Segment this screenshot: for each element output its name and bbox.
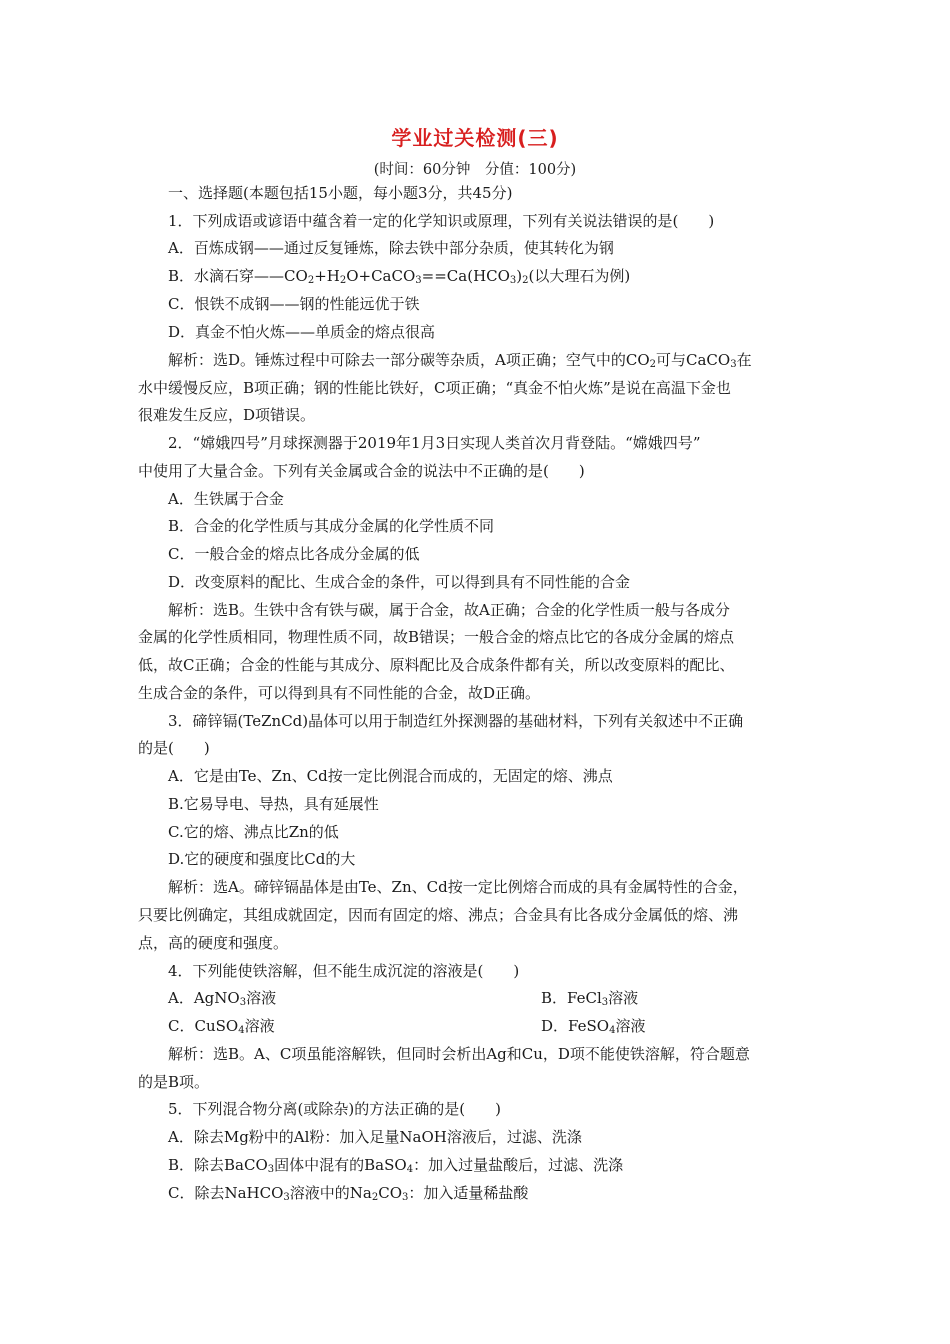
question-4-stem: 4．下列能使铁溶解，但不能生成沉淀的溶液是( ): [168, 962, 520, 980]
question-2-option-b: B．合金的化学性质与其成分金属的化学性质不同: [168, 517, 495, 535]
section-heading: 一、选择题(本题包括15小题，每小题3分，共45分): [168, 184, 513, 202]
question-3-answer-line-1: 解析：选A。碲锌镉晶体是由Te、Zn、Cd按一定比例熔合而成的具有金属特性的合金，: [168, 878, 748, 896]
question-4-option-b: B．FeCl$_3$溶液: [541, 989, 639, 1008]
exam-time-score: (时间：60分钟 分值：100分): [373, 162, 577, 178]
question-1-answer-line-2: 水中缓慢反应，B项正确；钢的性能比铁好，C项正确；“真金不怕火炼”是说在高温下金也: [138, 379, 731, 397]
question-3-option-b: B.它易导电、导热，具有延展性: [168, 795, 379, 813]
question-2-option-d: D．改变原料的配比、生成合金的条件，可以得到具有不同性能的合金: [168, 573, 631, 591]
question-3-option-a: A．它是由Te、Zn、Cd按一定比例混合而成的，无固定的熔、沸点: [168, 767, 613, 785]
question-3-stem-line-2: 的是( ): [138, 739, 210, 757]
question-3-stem-line-1: 3．碲锌镉(TeZnCd)晶体可以用于制造红外探测器的基础材料，下列有关叙述中不正确: [168, 712, 744, 730]
question-1-option-b: B．水滴石穿$——CO_2+H_2O+CaCO_3==Ca(HCO_3)_2$(以大理石为例): [168, 267, 631, 286]
question-1-option-c: C．恨铁不成钢——钢的性能远优于铁: [168, 295, 420, 313]
question-4-option-d: D．FeSO$_4$溶液: [541, 1017, 646, 1036]
question-2-answer-line-4: 生成合金的条件，可以得到具有不同性能的合金，故D正确。: [138, 684, 541, 702]
question-2-option-c: C．一般合金的熔点比各成分金属的低: [168, 545, 420, 563]
question-4-answer-line-2: 的是B项。: [138, 1073, 210, 1091]
page-title: 学业过关检测(三): [391, 126, 559, 150]
question-3-answer-line-2: 只要比例确定，其组成就固定，因而有固定的熔、沸点；合金具有比各成分金属低的熔、沸: [138, 906, 739, 924]
question-2-answer-line-2: 金属的化学性质相同，物理性质不同，故B错误；一般合金的熔点比它的各成分金属的熔点: [138, 628, 735, 646]
question-4-option-a: A．AgNO$_3$溶液: [168, 989, 277, 1008]
question-1-answer-line-3: 很难发生反应，D项错误。: [138, 406, 316, 424]
question-1-option-d: D．真金不怕火炼——单质金的熔点很高: [168, 323, 436, 341]
question-3-answer-line-3: 点，高的硬度和强度。: [138, 934, 289, 952]
question-5-option-c: C．除去NaHCO$_3$溶液中的$Na_2CO_3$：加入适量稀盐酸: [168, 1184, 529, 1203]
question-5-stem: 5．下列混合物分离(或除杂)的方法正确的是( ): [168, 1100, 501, 1118]
question-3-option-d: D.它的硬度和强度比Cd的大: [168, 850, 356, 868]
question-1-answer-line-1: 解析：选D。锤炼过程中可除去一部分碳等杂质，A项正确；空气中的$CO_2$可与CaCO$_3$在: [168, 351, 752, 370]
question-2-option-a: A．生铁属于合金: [168, 490, 284, 508]
question-2-stem-line-1: 2．“嫦娥四号”月球探测器于2019年1月3日实现人类首次月背登陆。“嫦娥四号”: [168, 434, 701, 452]
question-1-option-a: A．百炼成钢——通过反复锤炼，除去铁中部分杂质，使其转化为钢: [168, 239, 614, 257]
question-2-answer-line-3: 低，故C正确；合金的性能与其成分、原料配比及合成条件都有关，所以改变原料的配比、: [138, 656, 735, 674]
question-1-stem: 1．下列成语或谚语中蕴含着一定的化学知识或原理，下列有关说法错误的是( ): [168, 212, 715, 230]
question-4-answer-line-1: 解析：选B。A、C项虽能溶解铁，但同时会析出Ag和Cu，D项不能使铁溶解，符合题意: [168, 1045, 750, 1063]
question-5-option-a: A．除去Mg粉中的Al粉：加入足量NaOH溶液后，过滤、洗涤: [168, 1128, 582, 1146]
question-4-option-c: C．CuSO$_4$溶液: [168, 1017, 275, 1036]
question-2-answer-line-1: 解析：选B。生铁中含有铁与碳，属于合金，故A正确；合金的化学性质一般与各成分: [168, 601, 730, 619]
question-2-stem-line-2: 中使用了大量合金。下列有关金属或合金的说法中不正确的是( ): [138, 462, 585, 480]
question-5-option-b: B．除去BaCO$_3$固体中混有的BaSO$_4$：加入过量盐酸后，过滤、洗涤: [168, 1156, 624, 1175]
question-3-option-c: C.它的熔、沸点比Zn的低: [168, 823, 339, 841]
